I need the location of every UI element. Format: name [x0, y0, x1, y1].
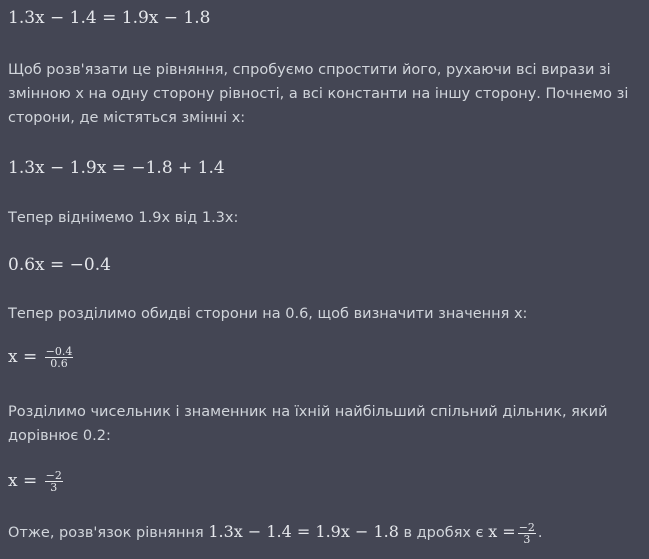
- equation-rearranged: 1.3x − 1.9x = −1.8 + 1.4: [8, 158, 225, 178]
- paragraph-intro: Щоб розв'язати це рівняння, спробуємо спростити його, рухаючи всі вирази зі змінною x на одну сторону рівності, а всі константи на іншу сторону. Почнемо зі сторони, де містяться змінні x:: [8, 62, 629, 126]
- conclusion-fraction: [518, 522, 536, 545]
- equation-lhs: x =: [8, 347, 38, 367]
- paragraph-divide: Тепер розділимо обидві сторони на 0.6, щоб визначити значення x:: [8, 306, 528, 322]
- fraction-denominator: 3: [50, 481, 58, 494]
- equation-original: 1.3x − 1.4 = 1.9x − 1.8: [8, 8, 211, 28]
- conclusion-suffix: .: [537, 525, 543, 541]
- conclusion-prefix: Отже, розв'язок рівняння: [8, 525, 204, 541]
- fraction-numerator: −2: [45, 469, 62, 482]
- paragraph-conclusion: [8, 520, 649, 545]
- equation-lhs: x =: [8, 471, 38, 491]
- fraction: [45, 346, 74, 369]
- paragraph-subtract: Тепер віднімемо 1.9x від 1.3x:: [8, 210, 239, 226]
- conclusion-lhs: x =: [488, 522, 516, 541]
- fraction-numerator: −0.4: [45, 345, 73, 358]
- equation-simplified: 0.6x = −0.4: [8, 255, 111, 275]
- equation-fraction-decimal: [8, 346, 75, 369]
- conclusion-middle: в дробях є: [403, 525, 484, 541]
- fraction-denominator: 0.6: [50, 357, 68, 370]
- fraction-denominator: 3: [523, 532, 531, 546]
- paragraph-reduce: Розділимо чисельник і знаменник на їхній найбільший спільний дільник, який дорівнює 0.2:: [8, 404, 608, 444]
- fraction-numerator: −2: [518, 520, 535, 534]
- conclusion-equation: 1.3x − 1.4 = 1.9x − 1.8: [208, 522, 399, 541]
- equation-fraction-reduced: [8, 470, 65, 493]
- fraction: [45, 470, 63, 493]
